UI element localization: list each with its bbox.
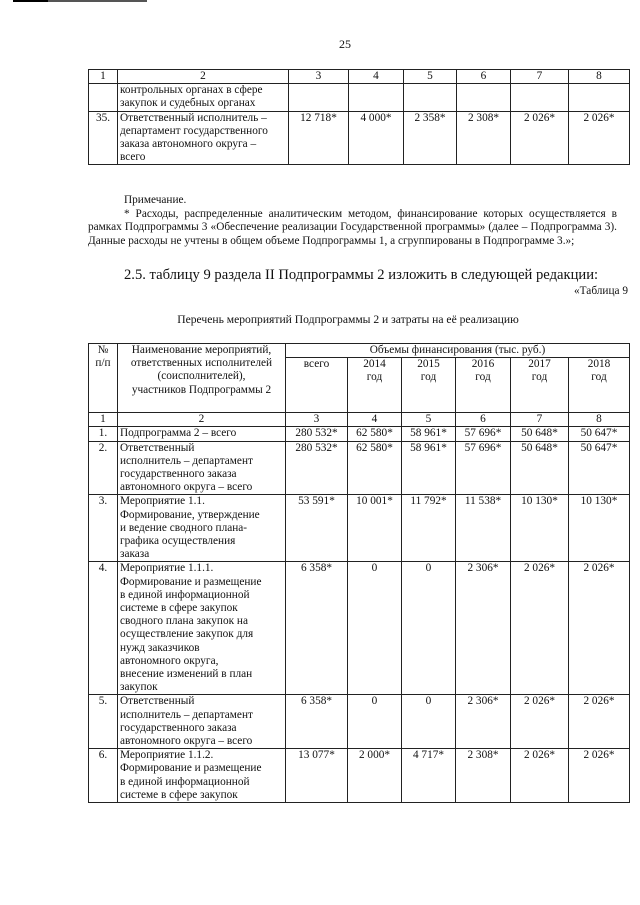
col-num: 2 <box>118 70 289 84</box>
col-num: 4 <box>349 70 404 84</box>
name-line: Мероприятие 1.1.2. <box>120 749 214 762</box>
table-row <box>89 441 630 495</box>
name-line: графика осуществления <box>120 535 236 548</box>
name-line: и ведение сводного плана- <box>120 521 248 534</box>
scan-top-edge-bar <box>13 0 147 2</box>
header-total <box>286 358 348 413</box>
header-year-2014 <box>348 358 402 413</box>
name-line: контрольных органах в сфере <box>120 84 263 97</box>
value-cell: 2 026* <box>569 695 630 749</box>
value-cell: 6 358* <box>286 695 348 749</box>
row-name <box>118 111 289 165</box>
header-line: ответственных исполнителей <box>130 357 273 370</box>
value-cell: 2 306* <box>456 695 511 749</box>
note-body: * Расходы, распределенные аналитическим методом, финансирование которых осуществляется в рамках Подпрограммы 3 «Обеспечение реализации Государственной программы» (далее – Подпрограмма 3). Данные расходы не учтены в общем объеме Подпрограммы 1, а сгруппированы в Подпрограмме 3.»; <box>88 208 617 247</box>
table-row <box>89 562 630 695</box>
header-line: Наименование мероприятий, <box>131 344 272 356</box>
header-line: 2016 <box>471 358 495 371</box>
value-cell: 2 026* <box>569 562 630 695</box>
name-line: исполнитель – департамент <box>120 454 253 467</box>
header-line: 2015 <box>417 358 440 371</box>
table-row <box>89 427 630 441</box>
value-cell: 2 026* <box>569 111 630 165</box>
value-cell: 50 647* <box>569 441 630 495</box>
header-no <box>89 344 118 413</box>
table-caption: Перечень мероприятий Подпрограммы 2 и затраты на её реализацию <box>177 313 519 326</box>
name-line: государственного заказа <box>120 721 237 734</box>
col-num: 1 <box>89 413 118 427</box>
row-number: 6. <box>89 749 118 803</box>
value-cell: 2 308* <box>457 111 511 165</box>
col-num: 5 <box>404 70 457 84</box>
value-cell: 50 648* <box>511 441 569 495</box>
value-cell: 13 077* <box>286 749 348 803</box>
name-line: автономного округа, <box>120 654 219 667</box>
value-cell: 10 130* <box>511 495 569 562</box>
name-line: автономного округа – всего <box>120 481 253 494</box>
name-line: Формирование, утверждение <box>120 508 260 521</box>
table-row <box>89 84 630 111</box>
header-line: год <box>420 371 437 384</box>
page-number: 25 <box>339 37 351 51</box>
value-cell: 57 696* <box>456 441 511 495</box>
header-line: 2018 <box>587 358 611 371</box>
column-number-row <box>89 70 630 84</box>
table-9 <box>88 343 630 803</box>
value-cell <box>289 84 349 111</box>
value-cell <box>569 84 630 111</box>
row-number: 3. <box>89 495 118 562</box>
name-line: в единой информационной <box>120 588 250 601</box>
header-line: (соисполнителей), <box>157 370 246 383</box>
value-cell: 280 532* <box>286 441 348 495</box>
name-line: Формирование и размещение <box>120 762 262 775</box>
value-cell: 2 000* <box>348 749 402 803</box>
value-cell: 4 000* <box>349 111 404 165</box>
name-line: системе в сфере закупок <box>120 602 238 615</box>
table-row <box>89 495 630 562</box>
value-cell: 62 580* <box>348 441 402 495</box>
name-line: нужд заказчиков <box>120 641 200 654</box>
header-line: год <box>366 371 383 384</box>
value-cell <box>511 84 569 111</box>
value-cell: 0 <box>348 562 402 695</box>
name-line: Мероприятие 1.1. <box>120 495 205 508</box>
name-line: Ответственный <box>120 441 195 454</box>
value-cell: 62 580* <box>348 427 402 441</box>
name-line: всего <box>120 151 146 164</box>
col-num: 8 <box>569 413 630 427</box>
header-year-2018 <box>569 358 630 413</box>
amendment-text: 2.5. таблицу 9 раздела II Подпрограммы 2 изложить в следующей редакции: <box>124 267 599 283</box>
name-line: внесение изменений в план <box>120 668 253 681</box>
column-number-row <box>89 413 630 427</box>
row-name <box>118 562 286 695</box>
value-cell: 0 <box>402 562 456 695</box>
col-num: 7 <box>511 70 569 84</box>
row-name <box>118 441 286 495</box>
value-cell <box>404 84 457 111</box>
row-name <box>118 427 286 441</box>
name-line: сводного плана закупок на <box>120 615 248 628</box>
name-line: системе в сфере закупок <box>120 788 238 801</box>
row-name <box>118 749 286 803</box>
value-cell <box>349 84 404 111</box>
header-line: № <box>97 344 109 356</box>
name-line: государственного заказа <box>120 468 237 481</box>
header-year-2015 <box>402 358 456 413</box>
name-line: закупок <box>120 681 158 694</box>
row-number: 2. <box>89 441 118 495</box>
value-cell: 6 358* <box>286 562 348 695</box>
continued-table <box>88 69 630 165</box>
value-cell: 57 696* <box>456 427 511 441</box>
value-cell: 0 <box>348 695 402 749</box>
row-number: 1. <box>89 427 118 441</box>
value-cell: 10 130* <box>569 495 630 562</box>
note-title: Примечание. <box>124 194 187 206</box>
name-line: заказа <box>120 548 150 561</box>
header-line: 2017 <box>528 358 551 371</box>
col-num: 3 <box>289 70 349 84</box>
row-number <box>89 84 118 111</box>
value-cell: 53 591* <box>286 495 348 562</box>
col-num: 7 <box>511 413 569 427</box>
header-funding-group: Объемы финансирования (тыс. руб.) <box>286 344 630 358</box>
header-year-2017 <box>511 358 569 413</box>
value-cell: 58 961* <box>402 441 456 495</box>
value-cell: 2 308* <box>456 749 511 803</box>
header-name <box>118 344 286 413</box>
col-num: 1 <box>89 70 118 84</box>
name-line: департамент государственного <box>120 124 268 137</box>
row-number: 35. <box>89 111 118 165</box>
scan-top-edge-mark <box>13 0 48 2</box>
value-cell: 2 306* <box>456 562 511 695</box>
col-num: 3 <box>286 413 348 427</box>
name-line: в единой информационной <box>120 775 250 788</box>
name-line: закупок и судебных органах <box>120 97 256 110</box>
name-line: Ответственный <box>120 695 195 708</box>
value-cell: 12 718* <box>289 111 349 165</box>
name-line: осуществление закупок для <box>120 628 254 641</box>
header-line: п/п <box>95 357 111 370</box>
name-line: исполнитель – департамент <box>120 708 253 721</box>
table-row <box>89 111 630 165</box>
name-line: автономного округа – всего <box>120 735 253 748</box>
value-cell: 2 358* <box>404 111 457 165</box>
name-line: Ответственный исполнитель – <box>120 111 267 124</box>
name-line: Формирование и размещение <box>120 575 262 588</box>
value-cell: 50 647* <box>569 427 630 441</box>
name-line: Мероприятие 1.1.1. <box>120 562 214 575</box>
header-line: год <box>475 371 491 384</box>
name-line: заказа автономного округа – <box>120 138 257 151</box>
value-cell: 11 538* <box>456 495 511 562</box>
value-cell: 2 026* <box>511 562 569 695</box>
value-cell: 11 792* <box>402 495 456 562</box>
value-cell: 4 717* <box>402 749 456 803</box>
col-num: 5 <box>402 413 456 427</box>
value-cell: 280 532* <box>286 427 348 441</box>
header-line: всего <box>303 358 330 371</box>
value-cell <box>457 84 511 111</box>
value-cell: 2 026* <box>511 111 569 165</box>
header-line: участников Подпрограммы 2 <box>131 383 272 396</box>
table-row <box>89 749 630 803</box>
row-number: 5. <box>89 695 118 749</box>
value-cell: 10 001* <box>348 495 402 562</box>
col-num: 6 <box>457 70 511 84</box>
value-cell: 0 <box>402 695 456 749</box>
header-line: 2014 <box>363 358 386 371</box>
header-line: год <box>531 371 548 384</box>
row-name <box>118 84 289 111</box>
value-cell: 2 026* <box>511 695 569 749</box>
row-name <box>118 495 286 562</box>
col-num: 8 <box>569 70 630 84</box>
name-line: Подпрограмма 2 – всего <box>120 427 237 440</box>
header-line: год <box>591 371 607 384</box>
value-cell: 50 648* <box>511 427 569 441</box>
row-name <box>118 695 286 749</box>
header-year-2016 <box>456 358 511 413</box>
value-cell: 2 026* <box>511 749 569 803</box>
value-cell: 58 961* <box>402 427 456 441</box>
header-row-1 <box>89 344 630 358</box>
col-num: 4 <box>348 413 402 427</box>
table-label: «Таблица 9 <box>574 285 628 297</box>
col-num: 2 <box>118 413 286 427</box>
row-number: 4. <box>89 562 118 695</box>
value-cell: 2 026* <box>569 749 630 803</box>
col-num: 6 <box>456 413 511 427</box>
table-row <box>89 695 630 749</box>
